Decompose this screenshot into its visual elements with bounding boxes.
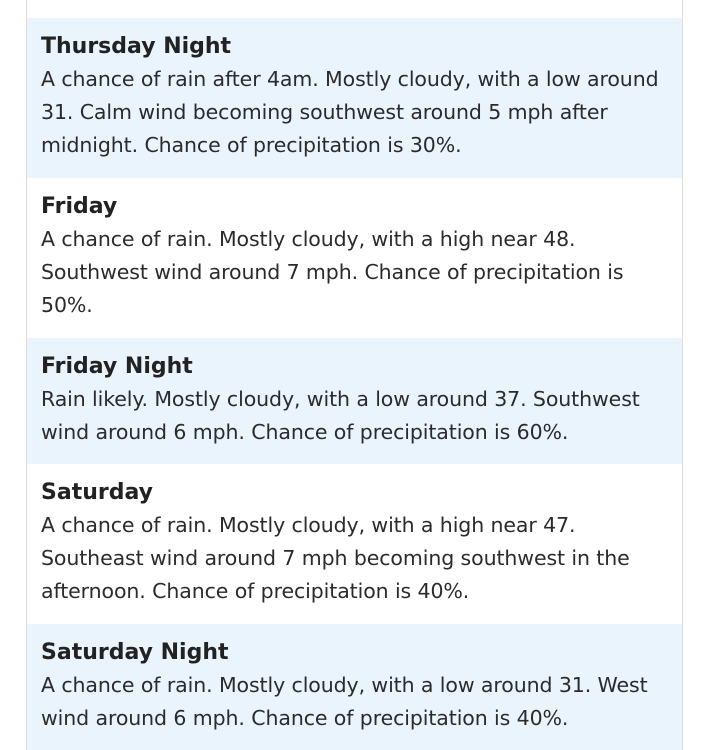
forecast-period-detail: A chance of rain. Mostly cloudy, with a high near 48. Southwest wind around 7 mph. Chance of precipitation is 50%.	[41, 227, 624, 317]
forecast-period-name: Friday	[41, 194, 118, 219]
forecast-period-detail: A chance of rain. Mostly cloudy, with a high near 47. Southeast wind around 7 mph becoming southwest in the afternoon. Chance of precipitation is 40%.	[41, 513, 630, 603]
forecast-period-detail: A chance of rain. Mostly cloudy, with a low around 31. West wind around 6 mph. Chance of precipitation is 40%.	[41, 673, 648, 730]
forecast-row-friday	[27, 178, 682, 338]
forecast-row-saturday-night	[27, 624, 682, 750]
forecast-period-name: Thursday Night	[41, 34, 232, 59]
forecast-row-friday-night	[27, 338, 682, 464]
detailed-forecast-list[interactable]	[26, 0, 683, 750]
forecast-period-name: Saturday	[41, 480, 153, 505]
forecast-row-saturday	[27, 464, 682, 624]
forecast-period-detail: Rain likely. Mostly cloudy, with a low around 37. Southwest wind around 6 mph. Chance of precipitation is 60%.	[41, 387, 640, 444]
forecast-period-name: Friday Night	[41, 354, 193, 379]
forecast-row-thursday-night	[27, 18, 682, 178]
forecast-period-name: Saturday Night	[41, 640, 229, 665]
forecast-period-detail: A chance of rain after 4am. Mostly cloudy, with a low around 31. Calm wind becoming southwest around 5 mph after midnight. Chance of precipitation is 30%.	[41, 67, 659, 157]
